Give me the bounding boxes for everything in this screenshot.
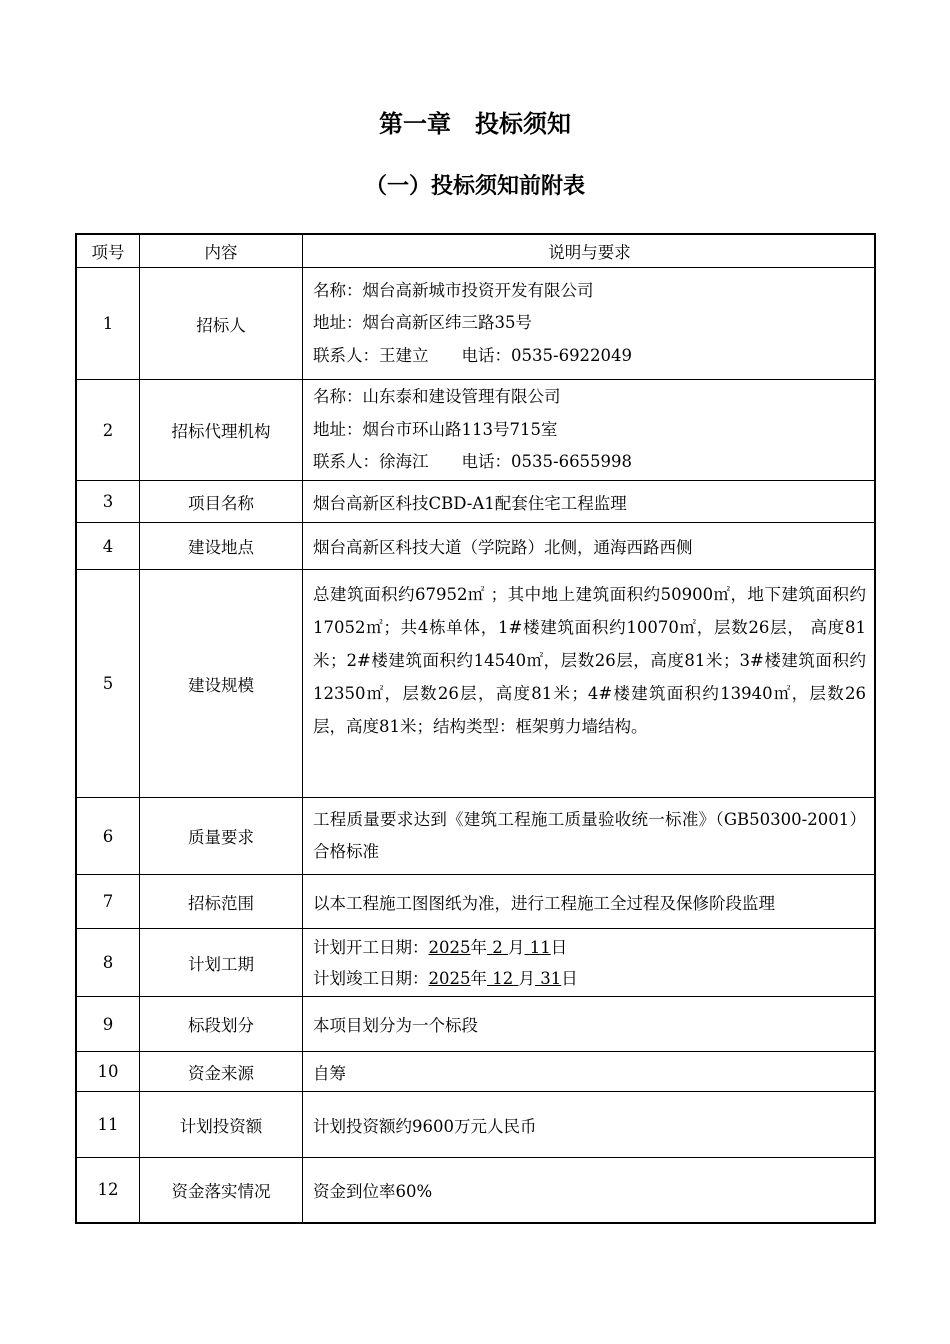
description-line: 联系人：王建立 电话：0535-6922049 bbox=[313, 345, 633, 365]
row-item: 招标人 bbox=[140, 268, 303, 380]
end-date-line bbox=[313, 963, 866, 994]
description-line: 联系人：徐海江 电话：0535-6655998 bbox=[313, 452, 633, 472]
row-no: 7 bbox=[76, 875, 140, 929]
table-row bbox=[76, 929, 875, 997]
bid-info-table bbox=[75, 233, 876, 1224]
row-item: 计划工期 bbox=[140, 929, 303, 997]
row-item: 招标代理机构 bbox=[140, 380, 303, 481]
row-description bbox=[303, 268, 876, 380]
row-item: 资金来源 bbox=[140, 1052, 303, 1092]
row-item: 招标范围 bbox=[140, 875, 303, 929]
row-description: 资金到位率60% bbox=[303, 1158, 876, 1223]
row-no: 10 bbox=[76, 1052, 140, 1092]
description-paragraph: 总建筑面积约67952㎡ ；其中地上建筑面积约50900㎡，地下建筑面积约17052㎡；共4栋单体，1#楼建筑面积约10070㎡，层数26层， 高度81米；2#楼建筑面积约14540㎡，层数26层，高度81米；3#楼建筑面积约12350㎡，层数26层，高度81米；4#楼建筑面积约13940㎡，层数26层，高度81米；结构类型：框架剪力墙结构。 bbox=[313, 585, 866, 736]
header-item-no: 项号 bbox=[76, 234, 140, 268]
row-description: 自筹 bbox=[303, 1052, 876, 1092]
table-row bbox=[76, 1092, 875, 1158]
table-row bbox=[76, 875, 875, 929]
row-no: 11 bbox=[76, 1092, 140, 1158]
table-row bbox=[76, 997, 875, 1052]
row-item: 建设规模 bbox=[140, 570, 303, 798]
row-description: 计划投资额约9600万元人民币 bbox=[303, 1092, 876, 1158]
day-unit: 日 bbox=[550, 937, 568, 957]
row-description: 烟台高新区科技大道（学院路）北侧，通海西路西侧 bbox=[303, 523, 876, 570]
row-item: 计划投资额 bbox=[140, 1092, 303, 1158]
end-day bbox=[535, 969, 561, 988]
row-no: 6 bbox=[76, 798, 140, 875]
year-unit: 年 bbox=[470, 937, 487, 957]
row-item: 建设地点 bbox=[140, 523, 303, 570]
description-line: 地址：烟台高新区纬三路35号 bbox=[313, 313, 532, 333]
start-date-line bbox=[313, 932, 866, 963]
table-row bbox=[76, 1052, 875, 1092]
row-no: 9 bbox=[76, 997, 140, 1052]
row-no: 8 bbox=[76, 929, 140, 997]
row-item: 项目名称 bbox=[140, 481, 303, 523]
month-unit: 月 bbox=[518, 968, 535, 988]
row-description: 本项目划分为一个标段 bbox=[303, 997, 876, 1052]
row-no: 12 bbox=[76, 1158, 140, 1223]
description-line: 名称：山东泰和建设管理有限公司 bbox=[313, 387, 561, 407]
start-day-value: 11 bbox=[529, 937, 551, 957]
section-title: （一）投标须知前附表 bbox=[364, 174, 585, 199]
table-row bbox=[76, 380, 875, 481]
row-no: 4 bbox=[76, 523, 140, 570]
row-item: 质量要求 bbox=[140, 798, 303, 875]
table-row bbox=[76, 523, 875, 570]
row-description bbox=[303, 380, 876, 481]
table-header-row bbox=[76, 234, 875, 268]
start-month-value: 2 bbox=[492, 937, 503, 957]
row-description: 以本工程施工图图纸为准，进行工程施工全过程及保修阶段监理 bbox=[303, 875, 876, 929]
row-item: 标段划分 bbox=[140, 997, 303, 1052]
header-content: 内容 bbox=[140, 234, 303, 268]
table-row bbox=[76, 481, 875, 523]
end-year: 2025 bbox=[428, 968, 471, 988]
row-item: 资金落实情况 bbox=[140, 1158, 303, 1223]
row-description bbox=[303, 570, 876, 798]
chapter-title: 第一章 投标须知 bbox=[379, 110, 571, 138]
row-description bbox=[303, 929, 876, 997]
start-year: 2025 bbox=[428, 937, 471, 957]
description-line: 名称：烟台高新城市投资开发有限公司 bbox=[313, 280, 594, 300]
day-unit: 日 bbox=[561, 968, 578, 988]
end-month bbox=[487, 969, 519, 988]
row-description: 烟台高新区科技CBD-A1配套住宅工程监理 bbox=[303, 481, 876, 523]
end-month-value: 12 bbox=[492, 968, 514, 988]
start-day bbox=[525, 938, 551, 957]
row-no: 5 bbox=[76, 570, 140, 798]
table-row bbox=[76, 1158, 875, 1223]
table-row bbox=[76, 570, 875, 798]
start-month bbox=[487, 938, 508, 957]
header-description: 说明与要求 bbox=[303, 234, 876, 268]
month-unit: 月 bbox=[508, 937, 525, 957]
year-unit: 年 bbox=[470, 968, 487, 988]
end-day-value: 31 bbox=[540, 968, 562, 988]
table-row bbox=[76, 268, 875, 380]
row-no: 1 bbox=[76, 268, 140, 380]
row-description bbox=[303, 798, 876, 875]
description-paragraph: 工程质量要求达到《建筑工程施工质量验收统一标准》（GB50300-2001）合格标准 bbox=[313, 810, 866, 861]
row-no: 2 bbox=[76, 380, 140, 481]
row-no: 3 bbox=[76, 481, 140, 523]
end-date-label: 计划竣工日期： bbox=[313, 968, 429, 988]
table-row bbox=[76, 798, 875, 875]
start-date-label: 计划开工日期： bbox=[313, 937, 429, 957]
description-line: 地址：烟台市环山路113号715室 bbox=[313, 419, 558, 439]
